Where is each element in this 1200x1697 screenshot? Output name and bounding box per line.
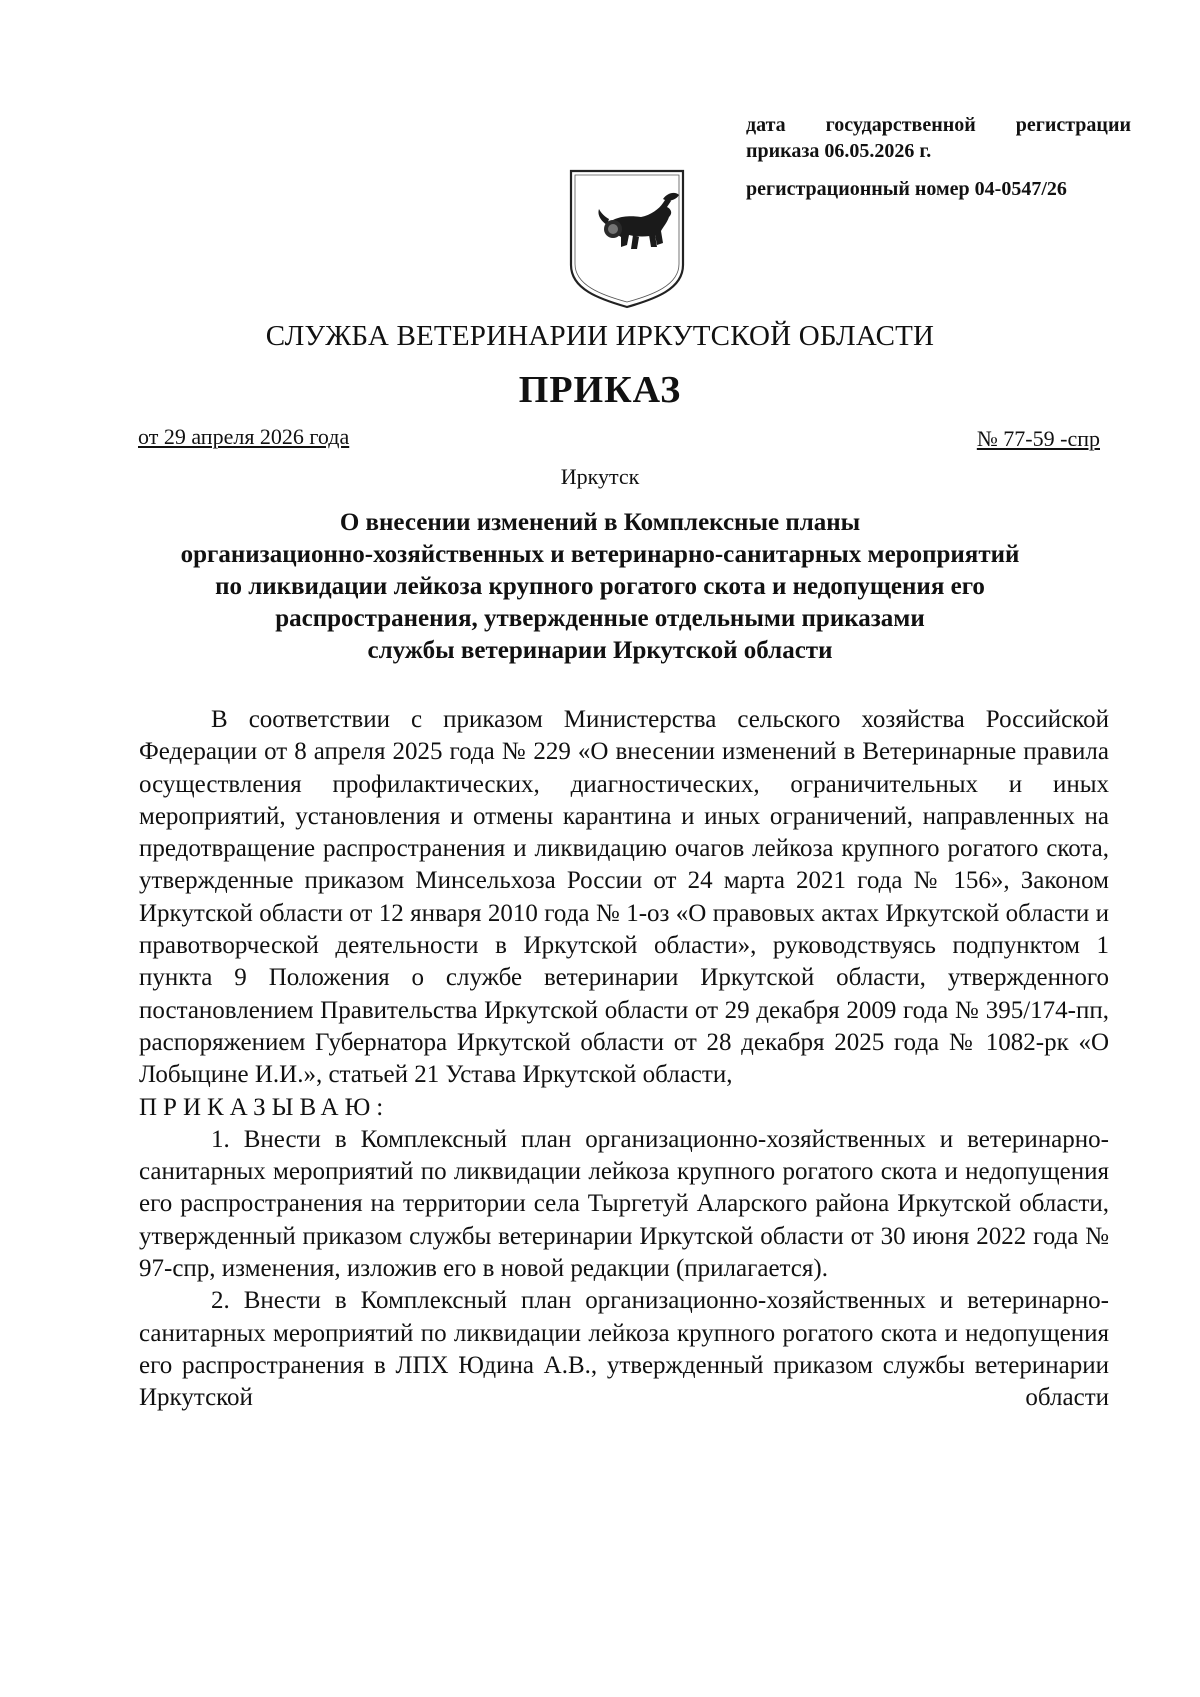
title-line: О внесении изменений в Комплексные планы — [339, 509, 861, 536]
document-type: ПРИКАЗ — [518, 369, 682, 411]
order-date: от 29 апреля 2026 года — [138, 424, 350, 449]
irkutsk-coat-of-arms-icon — [567, 167, 687, 310]
registration-date-label: дата государственной регистрации — [746, 114, 1131, 136]
registration-number: регистрационный номер 04-0547/26 — [746, 178, 1067, 200]
preamble-paragraph: В соответствии с приказом Министерства сельского хозяйства Российской Федерации от 8 апреля 2025 года № 229 «О внесении изменений в Ветеринарные правила осуществления профилактических, диагностических, ограничительных и иных мероприятий, установления и отмены карантина и иных ограничений, направленных на предотвращение распространения и ликвидацию очагов лейкоза крупного рогатого скота, утвержденные приказом Минсельхоза России от 24 марта 2021 года № 156», Законом Иркутской области от 12 января 2010 года № 1-оз «О правовых актах Иркутской области и правотворческой деятельности в Иркутской области», руководствуясь подпунктом 1 пункта 9 Положения о службе ветеринарии Иркутской области, утвержденного постановлением Правительства Иркутской области от 29 декабря 2009 года № 395/174-пп, распоряжением Губернатора Иркутской области от 28 декабря 2025 года № 1082-рк «О Лобыцине И.И.», статьей 21 Устава Иркутской области, — [139, 706, 1109, 1089]
title-line: распространения, утвержденные отдельными приказами — [275, 605, 925, 632]
registration-date-value: приказа 06.05.2026 г. — [746, 140, 932, 162]
order-item-2: 2. Внести в Комплексный план организационно-хозяйственных и ветеринарно-санитарных мероприятий по ликвидации лейкоза крупного рогатого скота и недопущения его распространения в ЛПХ Юдина А.В., утвержденный приказом службы ветеринарии Иркутской области — [139, 1287, 1109, 1412]
title-line: службы ветеринарии Иркутской области — [367, 637, 833, 664]
document-title — [120, 507, 1080, 667]
city: Иркутск — [560, 464, 640, 489]
order-item-1: 1. Внести в Комплексный план организационно-хозяйственных и ветеринарно-санитарных мероприятий по ликвидации лейкоза крупного рогатого скота и недопущения его распространения на территории села Тыргетуй Аларского района Иркутской области, утвержденный приказом службы ветеринарии Иркутской области от 30 июня 2022 года № 97-спр, изменения, изложив его в новой редакции (прилагается). — [139, 1125, 1109, 1283]
document-body — [139, 704, 1109, 1415]
title-line: организационно-хозяйственных и ветеринарно-санитарных мероприятий — [180, 541, 1020, 568]
title-line: по ликвидации лейкоза крупного рогатого скота и недопущения его — [215, 573, 985, 600]
order-directive: ПРИКАЗЫВАЮ: — [139, 1093, 390, 1121]
agency-name: СЛУЖБА ВЕТЕРИНАРИИ ИРКУТСКОЙ ОБЛАСТИ — [265, 320, 935, 352]
order-number: № 77-59 -спр — [976, 426, 1100, 451]
registration-stamp — [746, 112, 1131, 202]
